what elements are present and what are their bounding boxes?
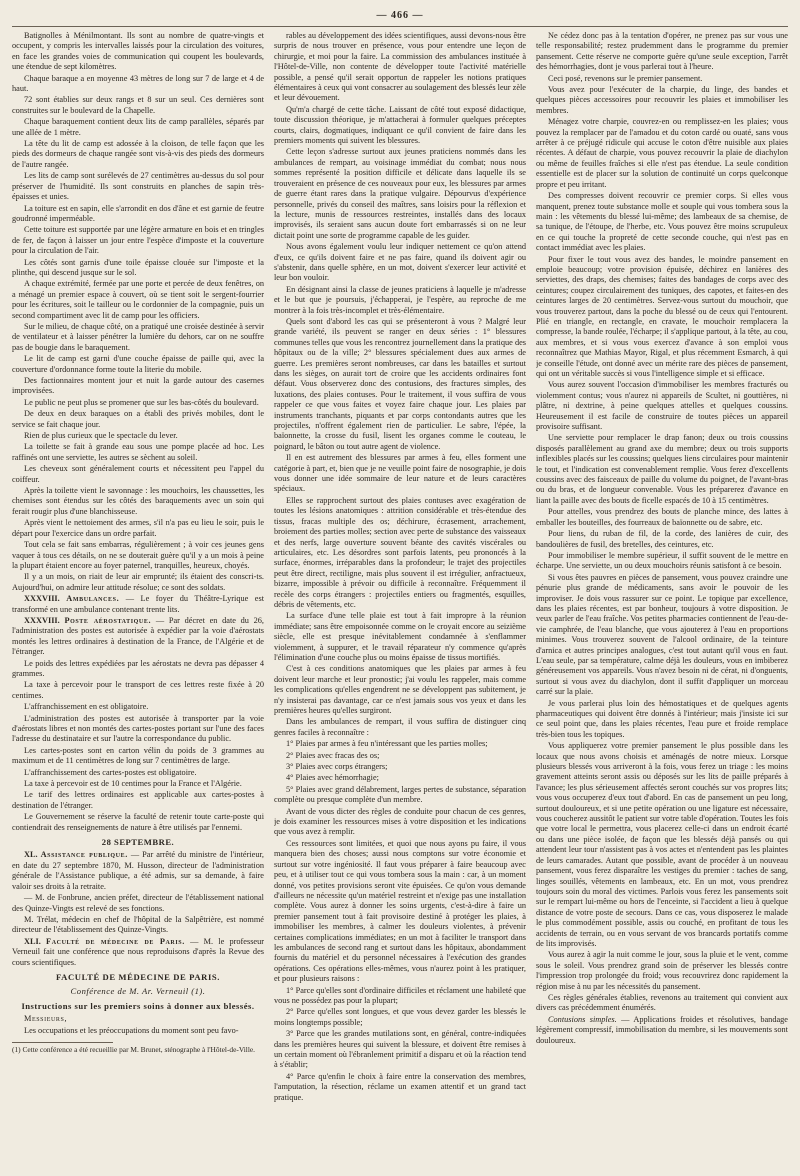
paragraph: Pour attelles, vous prendrez des bouts de planche mince, des lattes à emballer les bouteilles, des fourreaux de baïonnette ou de sabre, etc. (536, 507, 788, 527)
paragraph: 4° Parce qu'enfin le choix à faire entre la conservation des membres, l'amputation, la résection, réclame un examen attentif et un grand tact pratique. (274, 1071, 526, 1102)
paragraph: 2° Parce qu'elles sont longues, et que vous devez garder les blessés le moins longtemps possible; (274, 1007, 526, 1027)
paragraph: Il en est autrement des blessures par armes à feu, elles forment une catégorie à part, et, bien que je ne veuille point faire de nosographie, je dois vous donner une idée sommaire de leur nature et de leurs caractères spéciaux. (274, 453, 526, 494)
paragraph: Les côtés sont garnis d'une toile épaisse clouée sur l'imposte et la plinthe, qui descend jusque sur le sol. (12, 257, 264, 277)
conference-heading: Conférence de M. Ar. Verneuil (1). (70, 986, 206, 997)
footnote-rule (12, 1042, 113, 1043)
paragraph: 1° Parce qu'elles sont d'ordinaire difficiles et réclament une habileté que vous ne possédez pas pour la plupart; (274, 985, 526, 1005)
paragraph: Qu'm'a chargé de cette tâche. Laissant de côté tout exposé didactique, toute discussion théorique, je m'attacherai à formuler quelques préceptes courts, clairs, dogmatiques, indiquant ce qu'il convient de faire dans les premiers moments qui suivent les blessures. (274, 104, 526, 146)
salutation: Messieurs, (24, 1014, 68, 1024)
paragraph: Quels sont d'abord les cas qui se présenteront à vous ? Malgré leur grande variété, ils peuvent se ranger en deux séries : 1° blessures communes telles que vous les rencontrez journellement dans la pratique des hôpitaux ou de la ville; 2° blessures spécialement dues aux armes de guerre. Les premières seront nombreuses, car dans les batailles et surtout dans les sièges, on aurait tort de croire que les accidents ordinaires font défaut. Vous observerez donc des contusions, des fractures simples, des luxations, des plaies contuses. Pour le traitement, il vous suffira de vous rappeler ce que vous faites et voyez faire chaque jour. Les plaies par instruments tranchants, piquants et par corps contondants autres que les projectiles, n'offrent également rien de particulier. Le sabre, l'épée, la baïonnette, la crosse du fusil, lisent les organes comme le couteau, le poignard, le bâton ou tout autre agent de violence. (274, 316, 526, 451)
column-3 (536, 31, 788, 1167)
paragraph: M. Trélat, médecin en chef de l'hôpital de la Salpêtrière, est nommé directeur de l'établissement des Quinze-Vingts. (12, 914, 264, 935)
date-heading: 28 SEPTEMBRE. (101, 837, 175, 848)
columns (12, 31, 788, 1167)
paragraph: rables au développement des idées scientifiques, aussi devons-nous être surpris de nous trouver en présence, vous pour entendre une leçon de chirurgie, et moi pour la faire. La commission des ambulances instituée à l'Hôtel-de-Ville, non contente de développer toute l'activité matérielle possible, a pensé qu'il serait opportun de rappeler les notions pratiques élémentaires à ceux qui vont consacrer au soulagement des blessés leur zèle et leur dévouement. (274, 31, 526, 103)
list-item: 4° Plaies avec hémorrhagie; (286, 773, 379, 783)
paragraph: Avant de vous dicter des règles de conduite pour chacun de ces genres, je dois examiner les ressources mises à votre disposition et les indications que vous avez à remplir. (274, 806, 526, 837)
paragraph: Les lits de camp sont surélevés de 27 centimètres au-dessus du sol pour préserver de l'humidité. Ils sont construits en planches de sapin très-épaisses et unies. (12, 171, 264, 202)
paragraph: Ménagez votre charpie, couvrez-en ou remplissez-en les plaies; vous pouvez la remplacer par de l'amadou et du coton cardé ou ouaté, sans vous arrêter à ce préjugé ridicule qui accuse le coton d'être nuisible aux plaies récentes. A défaut de charpie, vous pouvez recouvrir la plaie de diachylon ou même de feuilles fraîches si elle n'est pas étendue. La seule condition essentielle est de placer sur la solution de continuité un corps quelconque propre et peu irritant. (536, 117, 788, 189)
column-2 (274, 31, 526, 1167)
paragraph: Ceci posé, revenons sur le premier pansement. (548, 73, 703, 83)
paragraph: L'administration des postes est autorisée à transporter par la voie d'aérostats libres et non montés des cartes-postes portant sur l'une des faces l'adresse du destinataire et sur l'autre la correspondance du public. (12, 713, 264, 744)
paragraph: La toilette se fait à grande eau sous une pompe placée ad hoc. Les raffinés ont une serviette, les autres se sèchent au soleil. (12, 442, 264, 462)
list-item: 3° Plaies avec corps étrangers; (286, 762, 388, 772)
paragraph: Vous aurez à agir la nuit comme le jour, sous la pluie et le vent, comme sous le soleil. Vous prendrez grand soin de préserver les blessés contre l'impression trop prolongée du froid; vous recouvrirez donc rapidement la région mise à nu par les nécessités du pansement. (536, 950, 788, 991)
paragraph: Le poids des lettres expédiées par les aérostats ne devra pas dépasser 4 grammes. (12, 658, 264, 678)
section-number: XXXVIII. (24, 615, 60, 625)
paragraph: Si vous êtes pauvres en pièces de pansement, vous pouvez craindre une pénurie plus grande de médicaments, sans avoir le pouvoir de les improviser. Je dois vous rassurer sur ce point. Le topique par excellence, dans les plaies récentes, est par bonheur, toujours à votre disposition. Je veux parler de l'eau fraîche. Vos petites pharmacies contiennent de l'eau-de-vie camphrée, de l'eau blanche, que vous ajouterez à l'eau en proportions minimes. Vous trouverez souvent de l'alcool ordinaire, de la teinture d'arnica et autres principes analogues, c'est tout autant qu'il vous en faut. L'eau seule, par sa température, calme déjà les douleurs, vous en imbiberez généreusement vos appareils. Vous n'avez besoin ni de cérat, ni d'onguents, surtout si vous avez du diachylon, dont il suffit d'appliquer un morceau carré sur la plaie. (536, 572, 788, 697)
paragraph: — M. de Fonbrune, ancien préfet, directeur de l'établissement national des Quinze-Vingts est relevé de ses fonctions. (12, 893, 264, 913)
paragraph: Pour liens, du ruban de fil, de la corde, des lanières de cuir, des bandoulières de fusil, des bretelles, des ceintures, etc. (536, 529, 788, 549)
paragraph: Vous aurez souvent l'occasion d'immobiliser les membres fracturés ou violemment contus; vous n'aurez ni appareils de Scultet, ni gouttières, ni plâtre, ni dextrine, à peine quelques attelles et quelques coussins. Heureusement il est facile de construire de toutes pièces un appareil provisoire suffisant. (536, 380, 788, 432)
paragraph: La tête du lit de camp est adossée à la cloison, de telle façon que les pieds des dormeurs de chaque rangée sont vis-à-vis des pieds des dormeurs de l'autre rangée. (12, 139, 264, 169)
paragraph: Tout cela se fait sans embarras, régulièrement ; à voir ces jeunes gens vaquer à tous ces détails, on ne se douterait guère qu'il y a un mois à peine la plupart étaient encore au foyer paternel, tranquilles, heureux, choyés. (12, 540, 264, 570)
list-item: 2° Plaies avec fracas des os; (286, 750, 380, 760)
paragraph: 3° Parce que les grandes mutilations sont, en général, contre-indiquées dans les premières heures qui suivent la blessure, et doivent être remises à un certain moment où l'ébranlement primitif a disparu et où la réaction tend à s'établir; (274, 1029, 526, 1070)
section-title: Ambulances. (66, 594, 120, 604)
paragraph: A chaque extrémité, fermée par une porte et percée de deux fenêtres, on a ménagé un premier espace à couvert, où se tient soit le sergent-fourrier pour les écritures, soit le tailleur ou le cordonnier de la compagnie, puis un second compartiment avec lit de camp pour les officiers. (12, 279, 264, 320)
section-title: Poste aérostatique. (64, 615, 152, 625)
paragraph: Dans les ambulances de rempart, il vous suffira de distinguer cinq genres faciles à reconnaître : (274, 717, 526, 737)
paragraph: Chaque baraquement contient deux lits de camp parallèles, séparés par une allée de 1 mètre. (12, 117, 264, 137)
column-3-paragraphs (536, 31, 788, 1014)
section-number: XLI. (24, 936, 41, 946)
paragraph: La taxe à percevoir est de 10 centimes pour la France et l'Algérie. (24, 779, 242, 789)
paragraph: C'est à ces conditions anatomiques que les plaies par armes à feu doivent leur marche et leur pronostic; j'ai voulu les rappeler, mais comme les complications qu'elles engendrent ne se développent pas subitement, je n'y insisterai pas davantage, car ce n'est jamais sous vos yeux et dans les premières heures qu'elles surgiront. (274, 664, 526, 715)
paragraph: Ne cédez donc pas à la tentation d'opérer, ne prenez pas sur vous une telle responsabilité; restez prudemment dans le programme du premier pansement. Cette réserve ne comporte guère qu'une seule exception, l'arrêt des hémorrhagies, dont je vous parlerai tout à l'heure. (536, 31, 788, 72)
paragraph: Il y a un mois, on riait de leur air emprunté; ils étaient des conscri-ts. Aujourd'hui, on admire leur attitude résolue; ce sont des soldats. (12, 572, 264, 592)
section-text: — M. le professeur Verneuil fait une conférence que nous reproduisons d'après la Revue des cours scientifiques. (12, 936, 264, 967)
paragraph: Pour immobiliser le membre supérieur, il suffit souvent de le mettre en écharpe. Une serviette, un ou deux mouchoirs réunis satisfont à ce besoin. (536, 550, 788, 571)
paragraph: Le public ne peut plus se promener que sur les bas-côtés du boulevard. (24, 397, 259, 407)
section-text: — Par arrêté du ministre de l'intérieur, en date du 27 septembre 1870, M. Husson, directeur de l'administration générale de l'Assistance publique, a été admis, sur sa demande, à faire valoir ses droits à la retraite. (12, 850, 264, 891)
paragraph: Le lit de camp est garni d'une couche épaisse de paille qui, avec la couverture d'ordonnance forme toute la literie du mobile. (12, 354, 264, 374)
footnote: (1) Cette conférence a été recueillie par M. Brunet, sténographe à l'Hôtel-de-Ville. (12, 1044, 256, 1054)
paragraph: Rien de plus curieux que le spectacle du lever. (24, 431, 178, 441)
paragraph: En désignant ainsi la classe de jeunes praticiens à laquelle je m'adresse et le but que je poursuis, j'échapperai, je l'espère, au reproche de me montrer à la fois très-incomplet et très-élémentaire. (274, 284, 526, 315)
poste-paragraphs (12, 659, 264, 834)
paragraph: Ces ressources sont limitées, et quoi que nous ayons pu faire, il vous manquera bien des choses; aussi nous comptons sur votre économie et surtout sur votre ingéniosité. Il faut vous préparer à faire beaucoup avec peu, et à utiliser tout ce qui vous tombera sous la main : car, à un moment donné, vos petites provisions seront vite épuisées. Ce qu'on vous demande d'ailleurs ne nécessite qu'un matériel restreint et n'exige pas une installation complète. Vous aurez à donner les soins urgents, c'est-à-dire à faire un premier pansement tout à fait provisoire destiné à protéger les plaies, à immobiliser les membres, à calmer les douleurs violentes, à prévenir certaines complications immédiates; en un mot à faciliter le transport dans les ambulances de second rang et surtout dans les hôpitaux, abondamment fournis du matériel et du personnel nécessaires à l'exécution des grandes opérations. Ces opérations elles-mêmes, vous n'aurez point à les pratiquer, et pour plusieurs raisons : (274, 838, 526, 984)
contusions-title: Contusions simples. (548, 1014, 617, 1024)
instructions-heading: Instructions sur les premiers soins à donner aux blessés. (21, 1000, 255, 1011)
section-number: XXXVIII. (24, 594, 60, 604)
section-assistance (12, 850, 264, 892)
section-faculte (12, 937, 264, 968)
list-item: 5° Plaies avec grand délabrement, larges pertes de substance, séparation complète ou presque complète d'un membre. (274, 784, 526, 805)
column-2-paragraphs (274, 31, 526, 738)
paragraph: Sur le milieu, de chaque côté, on a pratiqué une croisée destinée à servir de ventilateur et à laisser pénétrer la lumière du dehors, car on ne souffre pas de bougie dans le baraquement. (12, 321, 264, 352)
faculty-heading: FACULTÉ DE MÉDECINE DE PARIS. (55, 971, 221, 982)
paragraph: L'affranchissement des cartes-postes est obligatoire. (24, 767, 197, 777)
paragraph: L'affranchissement en est obligatoire. (24, 702, 149, 712)
page-number: — 466 — (376, 10, 424, 21)
section-text: — Le foyer du Théâtre-Lyrique est transformé en une ambulance contenant trente lits. (12, 594, 264, 614)
contusions-paragraph (536, 1015, 788, 1046)
paragraph: Une serviette pour remplacer le drap fanon; deux ou trois coussins disposés parallèlement au grand axe du membre; deux ou trois supports inflexibles placés sur les coussins; quelques liens circulaires pour maintenir le tout, et l'indication est convenablement remplie. Vous ferez d'excellents coussins avec des faisceaux de paille du volume du poignet, de l'avant-bras ou du bras, et de longueur convenable. Vous les préparerez d'avance en liant la paille avec des bouts de ficelle espacés de 10 à 15 centimètres. (536, 433, 788, 505)
column-1 (12, 31, 264, 1167)
paragraph: La taxe à percevoir pour le transport de ces lettres reste fixée à 20 centimes. (12, 680, 264, 700)
paragraph: Le tarif des lettres ordinaires est applicable aux cartes-postes à destination de l'étranger. (12, 790, 264, 810)
paragraph: Je vous parlerai plus loin des hémostatiques et de quelques agents pharmaceutiques qui doivent être donnés à l'intérieur; mais j'insiste ici sur ce seul point que, dans les plaies récentes, l'eau pure et froide remplace très-bien tous les topiques. (536, 698, 788, 739)
paragraph: Le Gouvernement se réserve la faculté de retenir toute carte-poste qui contiendrait des renseignements de nature à être utilisés par l'ennemi. (12, 812, 264, 832)
paragraph: Après vient le nettoiement des armes, s'il n'a pas eu lieu le soir, puis le départ pour l'exercice dans un ordre parfait. (12, 518, 264, 538)
paragraph: Après la toilette vient le savonnage : les mouchoirs, les chaussettes, les chemises sont étendus sur les côtés des baraquements avec un soin qui ferait rougir plus d'une blanchisseuse. (12, 486, 264, 516)
contusions-text: — Applications froides et résolutives, bandage légèrement compressif, immobilisation du membre, si les mouvements sont douloureux. (536, 1014, 788, 1045)
paragraph: Des compresses doivent recouvrir ce premier corps. Si elles vous manquent, prenez toute substance molle et souple qui vous tombera sous la main : les vêtements du blessé lui-même; des lambeaux de sa chemise, de sa tunique, de l'étoupe, de l'herbe, etc. Vous pouvez être moins scrupuleux en ce qui touche la propreté de cette seconde couche, qui n'est pas en contact immédiat avec les plaies. (536, 191, 788, 253)
list-item: 1° Plaies par armes à feu n'intéressant que les parties molles; (286, 739, 488, 749)
section-number: XL. (24, 850, 38, 860)
section-ambulances (12, 594, 264, 615)
section-title: Assistance publique. (40, 850, 128, 860)
paragraph: Pour fixer le tout vous avez des bandes, le moindre pansement en emploie beaucoup; votre provision épuisée, déchirez en lanières des serviettes, des draps, des chemises; faites des bandages de corps avec des ceintures; coupez circulairement des tuniques, des capotes, et faites-en des ceintures larges de 20 centimètres. Servez-vous surtout du mouchoir, que vous trouverez partout, dans la poche du blessé ou de ceux qui l'entourent. Plié en triangle, en rectangle, en cravate, le mouchoir remplacera la compresse, la bande roulée, l'écharpe; il s'applique partout, à la tête, au cou, aux membres, et si vous vous exercez d'avance à son emploi vous reconnaîtrez que Mathias Mayor, Rigal, et plus récemment Esmarch, à qui je conseille l'étude, ont donné avec un mérite rare des pièces de pansement, qui ont un véritable succès si vous l'intelligence simple et si efficace. (536, 254, 788, 378)
closing-paragraph: Les occupations et les préoccupations du moment sont peu favo- (24, 1025, 239, 1035)
paragraph: Elles se rapprochent surtout des plaies contuses avec exagération de toutes les lésions anatomiques : attrition considérable et très-étendue des tissus, fracas multiple des os; déchirure, écrasement, arrachement, broiement des parties molles; section avec perte de substance des vaisseaux et des nerfs, large ouverture souvent béante des cavités viscérales ou articulaires, etc. Les désordres sont parfois latents, peu prononcés à la surface, énormes, irréparables dans la profondeur; le trajet des projectiles peut être direct, rectiligne, mais plus souvent il est irrégulier, anfractueux, bizarre, impossible à prévoir ou difficile à reconnaître. Fréquemment il recèle des corps étrangers : projectiles entiers ou fragmentés, esquilles, débris de vêtements, etc. (274, 495, 526, 609)
paragraph: Les cartes-postes sont en carton vélin du poids de 3 grammes au maximum et de 11 centimètres de long sur 7 centimètres de large. (12, 745, 264, 766)
column-1-paragraphs (12, 31, 264, 593)
paragraph: Des factionnaires montent jour et nuit la garde autour des casernes improvisées. (12, 376, 264, 396)
paragraph: Ces règles générales établies, revenons au traitement qui convient aux divers cas précédemment énumérés. (536, 992, 788, 1013)
paragraph: Nous avons également voulu leur indiquer nettement ce qu'on attend d'eux, ce qu'ils doivent faire et ne pas faire, quand ils doivent agir ou s'abstenir, dans quelle sphère, en un mot, doivent s'exercer leur activité et leur bon vouloir. (274, 242, 526, 283)
paragraph: Les cheveux sont généralement courts et nécessitent peu l'appel du coiffeur. (12, 464, 264, 484)
section-text: — Par décret en date du 26, l'administration des postes est autorisée à expédier par la voie d'aérostats montés les lettres ordinaires à destination de la France, de l'Algérie et de l'étranger. (12, 615, 264, 657)
section-poste (12, 616, 264, 658)
paragraph: Vous avez pour l'exécuter de la charpie, du linge, des bandes et quelques pièces accessoires pour recouvrir les plaies et immobiliser les membres. (536, 85, 788, 115)
paragraph: 72 sont établies sur deux rangs et 8 sur un seul. Ces dernières sont construites sur le boulevard de la Chapelle. (12, 95, 264, 115)
section-title: Faculté de médecine de Paris. (46, 936, 185, 946)
paragraph: Chaque baraque a en moyenne 43 mètres de long sur 7 de large et 4 de haut. (12, 73, 264, 94)
paragraph: La surface d'une telle plaie est tout à fait impropre à la réunion immédiate; sans être empoisonnée comme on le croyait encore au seizième siècle, elle est presque inévitablement condamnée à s'enflammer violemment, à suppurer, et le travail réparateur n'y commence qu'après l'élimination d'une couche plus ou moins épaisse de tissus mortifiés. (274, 611, 526, 662)
paragraph: La toiture est en sapin, elle s'arrondit en dos d'âne et est garnie de feutre goudronné imperméable. (12, 203, 264, 223)
paragraph: Cette toiture est supportée par une légère armature en bois et en tringles de fer, de façon à laisser un jour entre l'espèce d'imposte et la couverture pour la circulation de l'air. (12, 225, 264, 256)
wound-types-list (274, 739, 526, 805)
paragraph: Cette leçon s'adresse surtout aux jeunes praticiens nommés dans les ambulances de rempart, au voisinage immédiat du combat; nous nous sommes représenté la position difficile et délicate dans laquelle ils se trouveraient en présence de ces nouveaux pour eux, les blessures par armes de guerre étant rares dans la pratique vulgaire. Dépourvus d'expérience personnelle, privés du conseil des maîtres, sans loisirs pour la réflexion et la lecture, munis de ressources restreintes, installés dans des locaux improvisés, ils seraient sans aucun doute fort embarrassés si on ne leur dictait point une sorte de programme capable de les guider. (274, 147, 526, 240)
paragraph: Batignolles à Ménilmontant. Ils sont au nombre de quatre-vingts et occupent, y compris les intervalles laissés pour la circulation des voitures, en face les grandes voies de communication qui coupent les boulevards, une étendue de sept kilomètres. (12, 31, 264, 72)
column-2-paragraphs-2 (274, 807, 526, 1103)
assistance-paragraphs (12, 893, 264, 936)
paragraph: De deux en deux baraques on a établi des privés mobiles, dont le service se fait chaque jour. (12, 409, 264, 429)
page-header (12, 8, 788, 27)
paragraph: Vous appliquerez votre premier pansement le plus possible dans les locaux que nous avons choisis et aménagés de notre mieux. Lorsque plusieurs blessés vous arriveront à la fois, vous ferez un triage : les moins gravement atteints seront assis ou déposés sur les lits de paille préparés à l'avance; les plus sérieusement affectés seront couchés sur vos propres lits; vous vous occuperez d'eux tout d'abord. En cas de pansement un peu long, surtout douloureux, et si une petite opération ou une ligature est nécessaire, vous coucherez aussitôt le patient sur votre table d'opération. Toutes les fois que votre local le permettra, vous placerez celle-ci dans un endroit écarté ou dans une pièce isolée, de façon que les blessés déjà pansés ou qui attendent leur tour n'assistent pas à vos actes et n'entendent pas les plaintes de leurs camarades. Autant que possible, avant de procéder à un nouveau pansement, vous ferez disparaître les vestiges du premier : taches de sang, linges souillés, vêtements en lambeaux, etc. En un mot, vous prendrez toujours soin du moral des victimes. Parlois vous ferez les pansements soit sur le rempart lui-même ou hors de l'enceinte, si l'accident a lieu à quelque distance de votre poste de secours. Dans ce cas, vous disposerez le malade le plus commodément possible, assis ou couché, en profitant de tous les accidents de terrain, ou en vous servant de vos brancards portatifs comme de lits improvisés. (536, 741, 788, 948)
